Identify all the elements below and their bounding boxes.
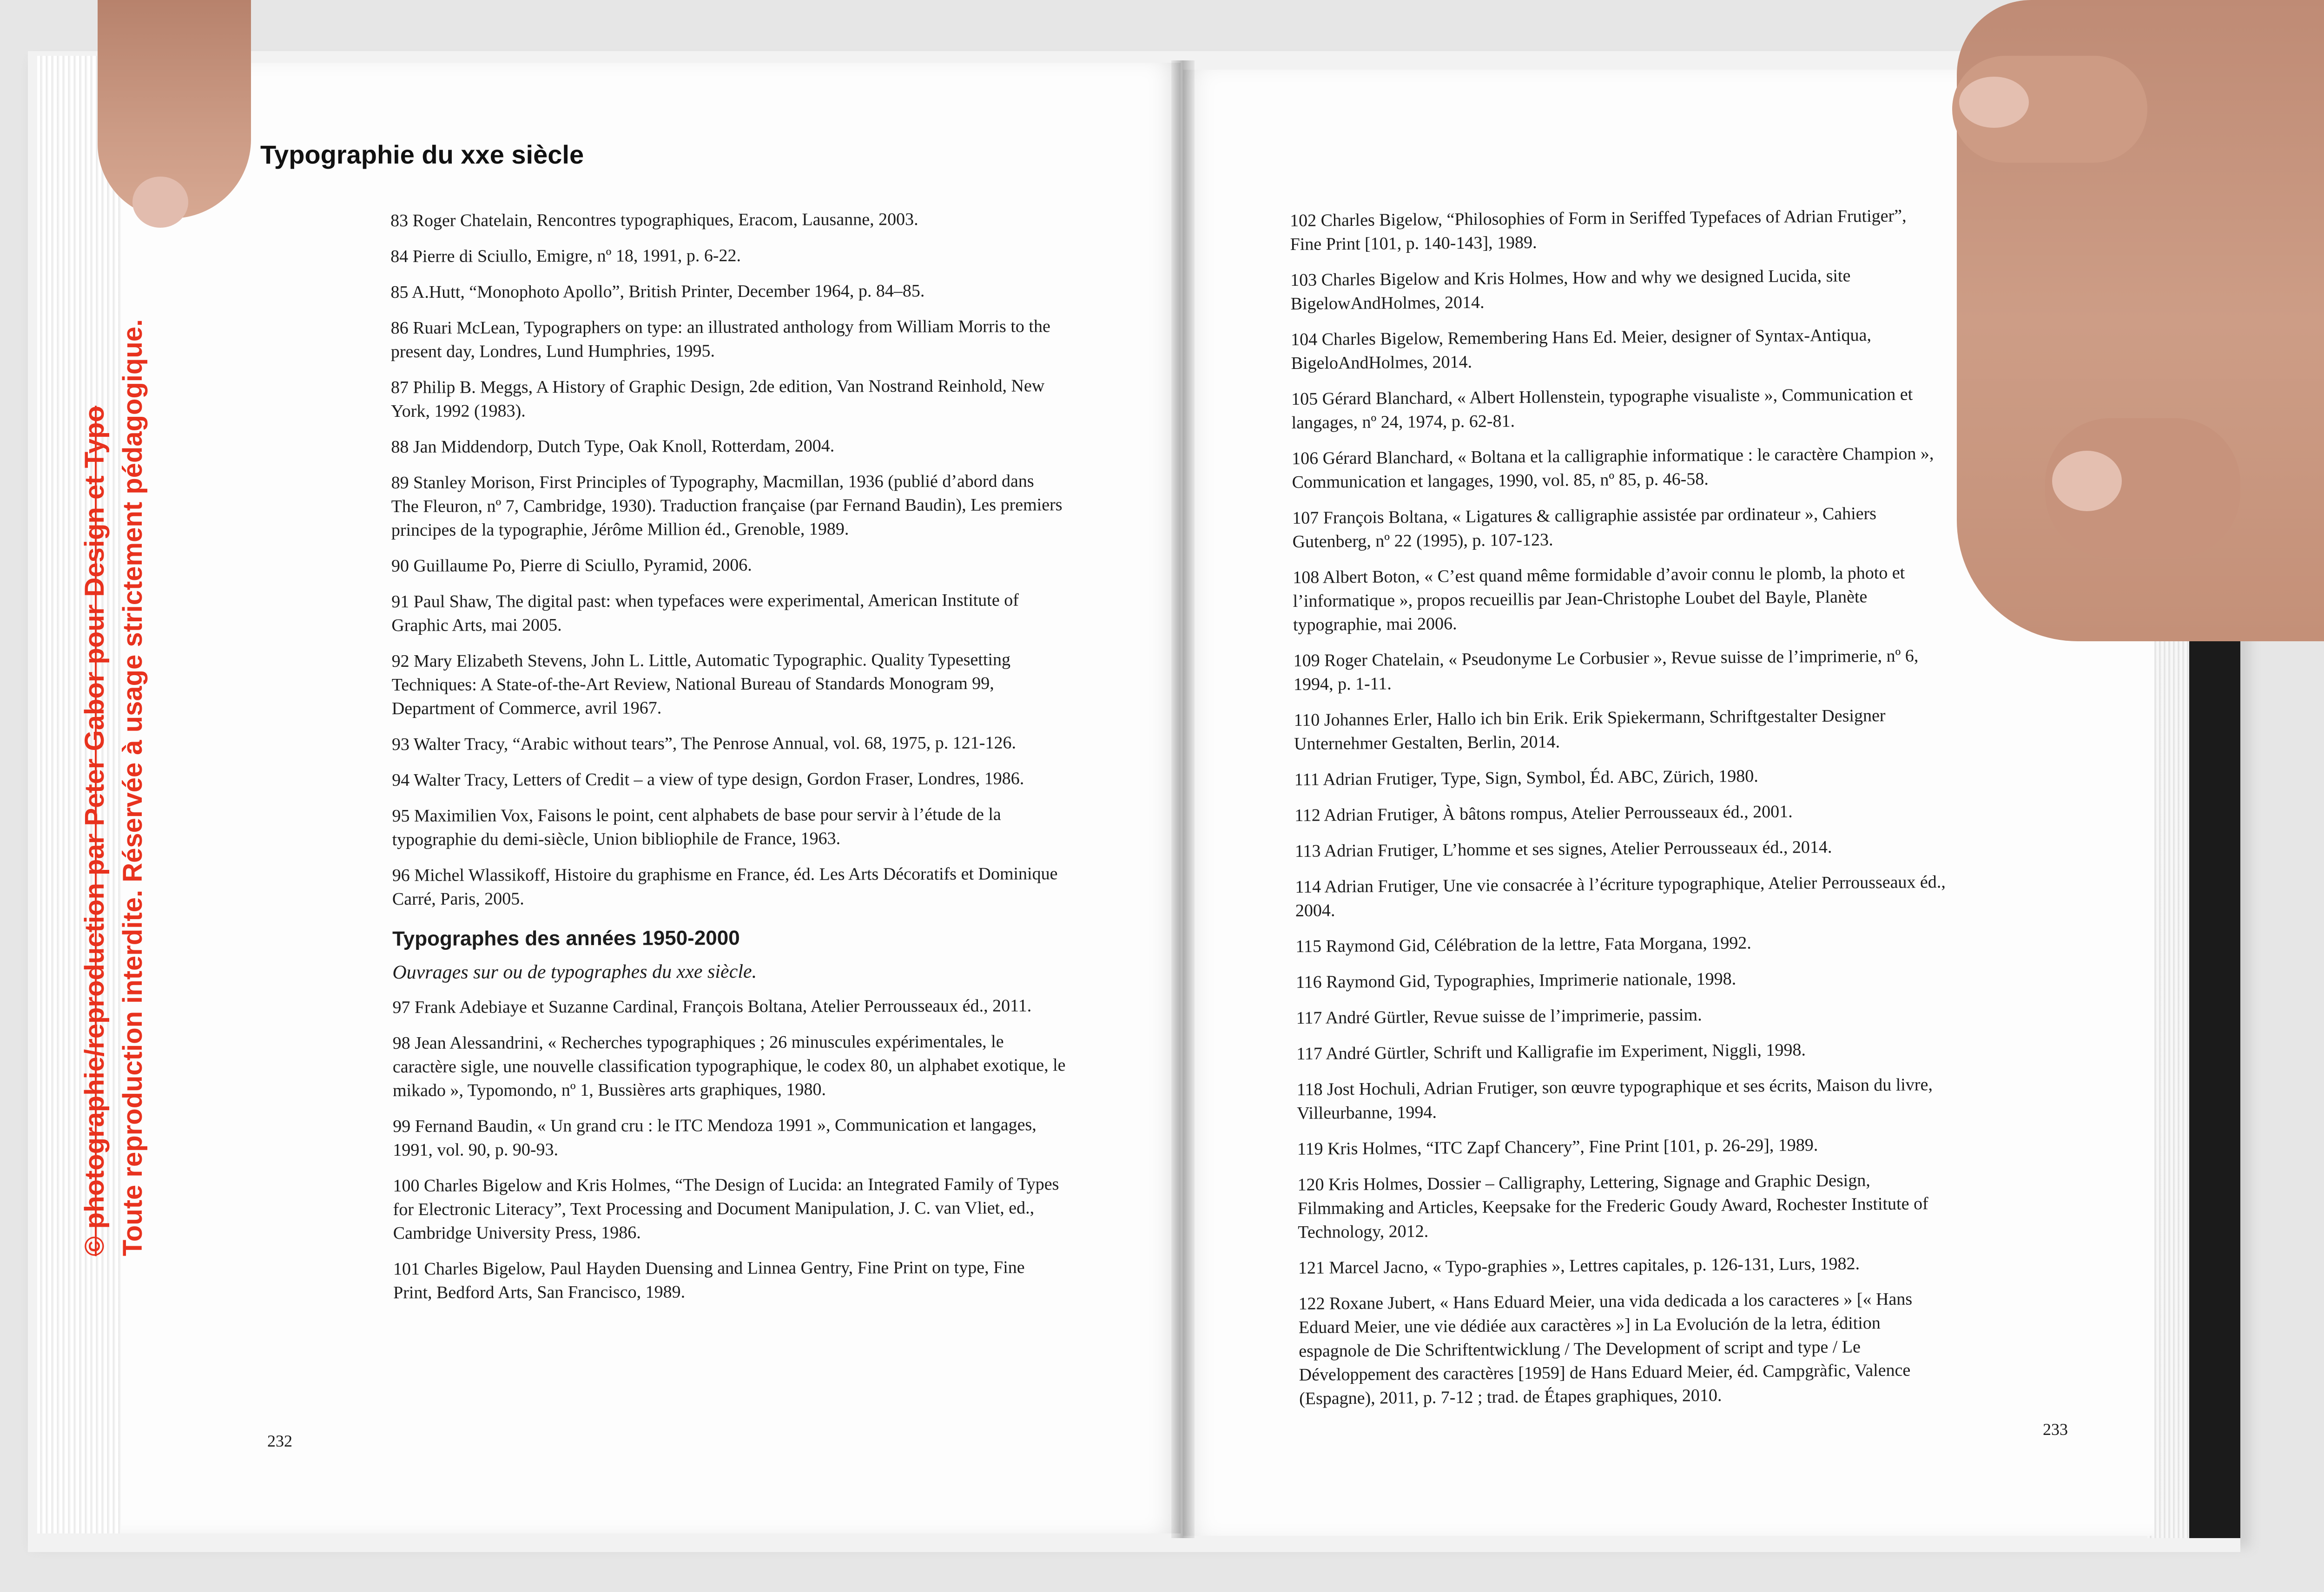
bibliography-entry: 104 Charles Bigelow, Remembering Hans Ed. Meier, designer of Syntax-Antiqua, BigeloAndHolmes, 2014.: [1291, 325, 1872, 373]
bibliography-entry: 102 Charles Bigelow, “Philosophies of Form in Seriffed Typefaces of Adrian Frutiger”, Fine Print [101, p. 140-143], 1989.: [1290, 206, 1907, 254]
bibliography-entry: 122 Roxane Jubert, « Hans Eduard Meier, una vida dedicada a los caracteres » [« Hans Eduard Meier, une vie dédiée aux caractères »] in La Evolución de la letra, édition espagnole de Die Schriftentwicklung / The Development of script and type / Le Développement des caractères [1959] de Hans Eduard Meier, éd. Campgràfic, Valence (Espagne), 2011, p. 7-12 ; trad. de Étapes graphiques, 2010.: [1298, 1289, 1913, 1408]
bibliography-entry: 96 Michel Wlassikoff, Histoire du graphisme en France, éd. Les Arts Décoratifs et Dominique Carré, Paris, 2005.: [392, 864, 1058, 909]
bibliography-entry: 100 Charles Bigelow and Kris Holmes, “The Design of Lucida: an Integrated Family of Types for Electronic Literacy”, Text Processing and Document Manipulation, J. C. van Vliet, ed., Cambridge University Press, 1986.: [393, 1174, 1059, 1243]
bibliography-entry: 103 Charles Bigelow and Kris Holmes, How and why we designed Lucida, site BigelowAndHolmes, 2014.: [1290, 266, 1851, 314]
bibliography-entry: 101 Charles Bigelow, Paul Hayden Duensing and Linnea Gentry, Fine Print on type, Fine Print, Bedford Arts, San Francisco, 1989.: [393, 1257, 1025, 1303]
bibliography-entry: 110 Johannes Erler, Hallo ich bin Erik. Erik Spiekermann, Schriftgestalter Designer Unternehmer Gestalten, Berlin, 2014.: [1294, 705, 1886, 754]
bibliography-entry: 91 Paul Shaw, The digital past: when typefaces were experimental, American Institute of Graphic Arts, mai 2005.: [391, 590, 1019, 635]
left-entries-list: [390, 207, 1066, 911]
section-heading: Typographie du xxe siècle: [260, 140, 584, 169]
bibliography-entry: 92 Mary Elizabeth Stevens, John L. Little, Automatic Typographic. Quality Typesetting Techniques: A State-of-the-Art Review, National Bureau of Standards Monogram 99, Department of Commerce, avril 1967.: [391, 650, 1011, 718]
left-entries-list-2: [392, 994, 1067, 1305]
bibliography-entry: 117 André Gürtler, Schrift und Kalligrafie im Experiment, Niggli, 1998.: [1296, 1040, 1806, 1064]
bibliography-entry: 90 Guillaume Po, Pierre di Sciullo, Pyramid, 2006.: [391, 555, 752, 576]
watermark-line-1: © photographie/reproduction par Peter Gabor pour Design et Typo: [79, 406, 110, 1256]
bibliography-entry: 97 Frank Adebiaye et Suzanne Cardinal, François Boltana, Atelier Perrousseaux éd., 2011.: [392, 996, 1032, 1017]
bibliography-entry: 109 Roger Chatelain, « Pseudonyme Le Corbusier », Revue suisse de l’imprimerie, nº 6, 1994, p. 1-11.: [1293, 646, 1919, 694]
bibliography-entry: 105 Gérard Blanchard, « Albert Hollenstein, typographe visualiste », Communication et langages, nº 24, 1974, p. 62-81.: [1291, 384, 1913, 433]
bibliography-entry: 106 Gérard Blanchard, « Boltana et la calligraphie informatique : le caractère Champion », Communication et langages, 1990, vol. 85, nº 85, p. 46-58.: [1292, 444, 1934, 492]
copyright-watermark: [76, 319, 152, 1256]
bibliography-entry: 86 Ruari McLean, Typographers on type: an illustrated anthology from William Morris to the present day, Londres, Lund Humphries, 1995.: [390, 316, 1050, 362]
right-fingernail-bottom: [2052, 451, 2122, 511]
bibliography-entry: 117 André Gürtler, Revue suisse de l’imprimerie, passim.: [1296, 1005, 1702, 1028]
bibliography-entry: 112 Adrian Frutiger, À bâtons rompus, Atelier Perrousseaux éd., 2001.: [1294, 802, 1793, 825]
bibliography-entry: 98 Jean Alessandrini, « Recherches typographiques ; 26 minuscules expérimentales, le caractère sigle, une nouvelle classification typographique, le codex 80, un alphabet exotique, le mikado », Typomondo, nº 1, Bussières arts graphiques, 1980.: [392, 1032, 1066, 1100]
bibliography-entry: 111 Adrian Frutiger, Type, Sign, Symbol, Éd. ABC, Zürich, 1980.: [1294, 766, 1759, 789]
bibliography-entry: 113 Adrian Frutiger, L’homme et ses signes, Atelier Perrousseaux éd., 2014.: [1294, 837, 1832, 861]
bibliography-entry: 87 Philip B. Meggs, A History of Graphic Design, 2de edition, Van Nostrand Reinhold, New York, 1992 (1983).: [390, 376, 1045, 421]
bibliography-entry: 118 Jost Hochuli, Adrian Frutiger, son œuvre typographique et ses écrits, Maison du livre, Villeurbanne, 1994.: [1296, 1075, 1933, 1123]
left-page-column: [390, 207, 1067, 1317]
bibliography-entry: 85 A.Hutt, “Monophoto Apollo”, British Printer, December 1964, p. 84–85.: [390, 281, 925, 302]
bibliography-entry: 107 François Boltana, « Ligatures & calligraphie assistée par ordinateur », Cahiers Gutenberg, nº 22 (1995), p. 107-123.: [1292, 504, 1877, 552]
page-number-right: 233: [2043, 1420, 2068, 1439]
bibliography-entry: 121 Marcel Jacno, « Typo-graphies », Lettres capitales, p. 126-131, Lurs, 1982.: [1298, 1254, 1860, 1278]
bibliography-entry: 114 Adrian Frutiger, Une vie consacrée à l’écriture typographique, Atelier Perrousseaux éd., 2004.: [1295, 872, 1946, 921]
bibliography-entry: 88 Jan Middendorp, Dutch Type, Oak Knoll, Rotterdam, 2004.: [391, 436, 835, 457]
right-page-column: [1290, 204, 1950, 1423]
bibliography-entry: 89 Stanley Morison, First Principles of Typography, Macmillan, 1936 (publié d’abord dans The Fleuron, nº 7, Cambridge, 1930). Traduction française (par Fernand Baudin), Les premiers principes de la typographie, Jérôme Million éd., Grenoble, 1989.: [391, 471, 1063, 540]
bibliography-entry: 108 Albert Boton, « C’est quand même formidable d’avoir connu le plomb, la photo et l’informatique », propos recueillis par Jean-Christophe Loubet del Bayle, Planète typographie, mai 2006.: [1293, 563, 1905, 635]
bibliography-entry: 116 Raymond Gid, Typographies, Imprimerie nationale, 1998.: [1295, 969, 1736, 992]
bibliography-entry: 84 Pierre di Sciullo, Emigre, nº 18, 1991, p. 6-22.: [390, 246, 741, 266]
bibliography-entry: 93 Walter Tracy, “Arabic without tears”, The Penrose Annual, vol. 68, 1975, p. 121-126.: [391, 733, 1016, 754]
bibliography-entry: 119 Kris Holmes, “ITC Zapf Chancery”, Fine Print [101, p. 26-29], 1989.: [1297, 1135, 1818, 1159]
bibliography-entry: 95 Maximilien Vox, Faisons le point, cent alphabets de base pour servir à l’étude de la typographie du demi-siècle, Union bibliophile de France, 1963.: [392, 804, 1001, 849]
bibliography-entry: 83 Roger Chatelain, Rencontres typographiques, Eracom, Lausanne, 2003.: [390, 210, 918, 230]
bibliography-entry: 120 Kris Holmes, Dossier – Calligraphy, Lettering, Signage and Graphic Design, Filmmaking and Articles, Keepsake for the Frederic Goudy Award, Rochester Institute of Technology, 2012.: [1297, 1171, 1928, 1242]
bibliography-entry: 94 Walter Tracy, Letters of Credit – a view of type design, Gordon Fraser, Londres, 1986.: [392, 769, 1024, 790]
bibliography-entry: 115 Raymond Gid, Célébration de la lettre, Fata Morgana, 1992.: [1295, 933, 1752, 956]
bibliography-entry: 99 Fernand Baudin, « Un grand cru : le ITC Mendoza 1991 », Communication et langages, 1991, vol. 90, p. 90-93.: [393, 1115, 1037, 1160]
left-thumbnail: [132, 177, 188, 228]
page-number-left: 232: [267, 1432, 292, 1450]
right-fingernail-top: [1959, 77, 2029, 128]
book-gutter: [1171, 60, 1195, 1538]
subsection-heading: Typographes des années 1950-2000: [392, 927, 740, 950]
subsection-subtitle: Ouvrages sur ou de typographes du xxe siècle.: [392, 960, 757, 983]
watermark-line-2: Toute reproduction interdite. Réservée à usage strictement pédagogique.: [118, 319, 148, 1256]
